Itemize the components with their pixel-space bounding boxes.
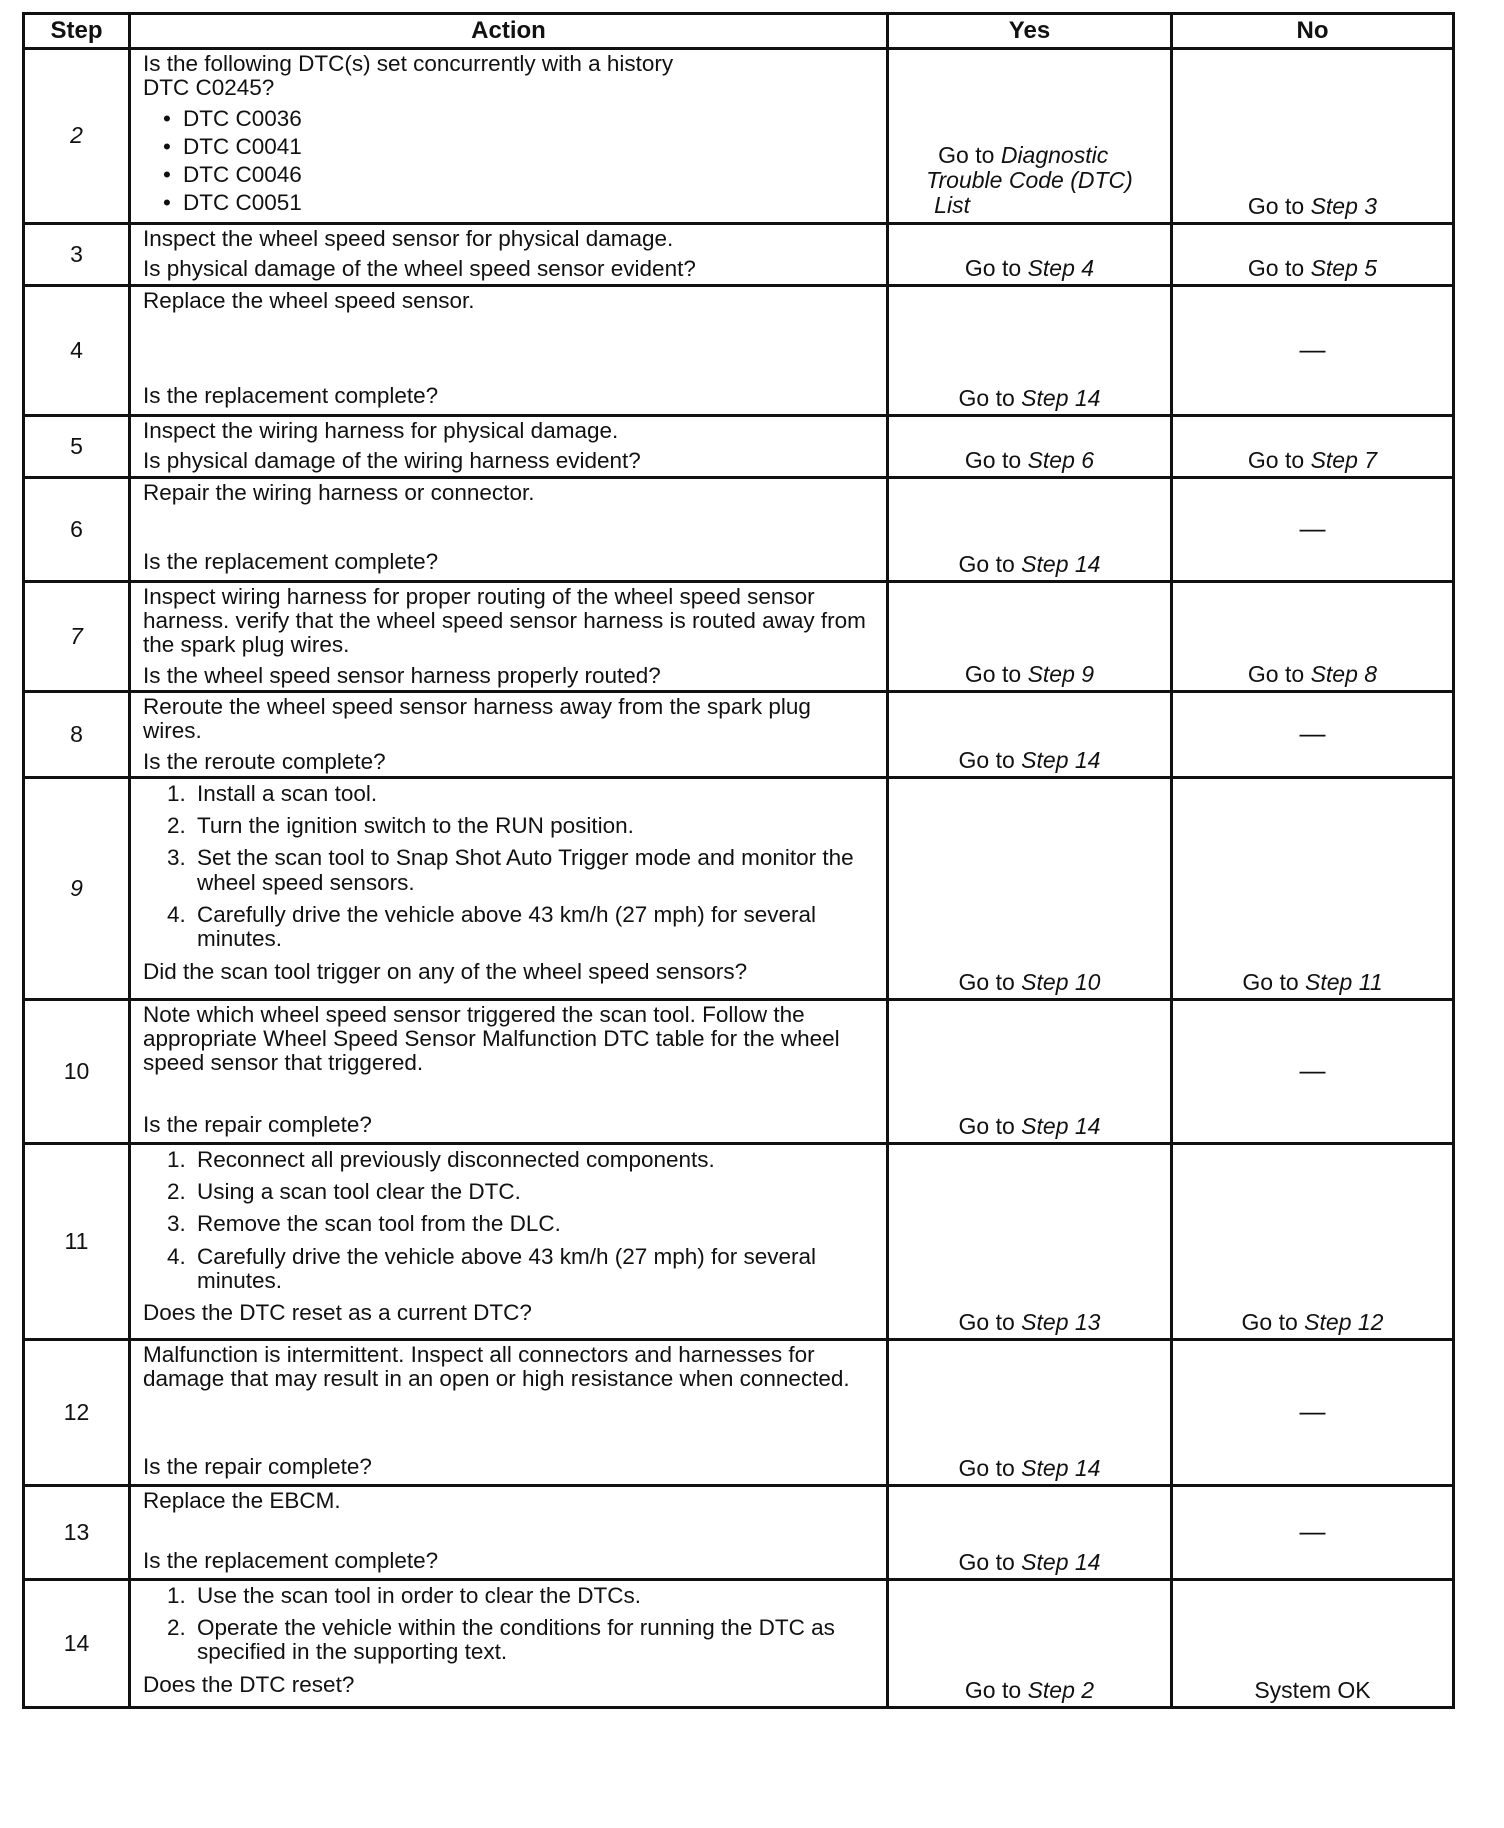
list-item: 1. Use the scan tool in order to clear the DTCs.: [167, 1582, 641, 1608]
goto-target: Step 11: [1305, 968, 1383, 995]
action-cell: [130, 581, 888, 691]
question-text: Is the reroute complete?: [143, 748, 386, 774]
yes-cell: [888, 477, 1172, 581]
instruction-list: [143, 1148, 872, 1293]
action-text: Malfunction is intermittent. Inspect all connectors and harnesses for damage that may result in an open or high resistance when connected.: [143, 1341, 850, 1392]
yes-link[interactable]: [959, 1549, 1101, 1575]
header-no: No: [1172, 14, 1454, 49]
yes-cell: [888, 1485, 1172, 1579]
question-text: Does the DTC reset as a current DTC?: [143, 1300, 532, 1326]
no-cell: [1172, 415, 1454, 477]
action-text: Reroute the wheel speed sensor harness away from the spark plug wires.: [143, 693, 811, 744]
instruction-list: [143, 1584, 872, 1665]
goto-target: Step 14: [1021, 550, 1101, 577]
goto-target: Step 3: [1310, 192, 1378, 219]
goto-target: Step 14: [1021, 1548, 1101, 1575]
step-number: 4: [24, 285, 130, 415]
table-row: [24, 777, 1454, 999]
goto-target: Step 5: [1310, 254, 1378, 281]
table-row: [24, 1339, 1454, 1485]
list-item: 2. Using a scan tool clear the DTC.: [167, 1179, 521, 1205]
list-item: 2. Operate the vehicle within the conditions for running the DTC as specified in the supporting text.: [167, 1615, 835, 1665]
yes-link[interactable]: [959, 969, 1101, 995]
action-cell: [130, 477, 888, 581]
no-cell: —: [1172, 691, 1454, 777]
no-cell: [1172, 581, 1454, 691]
list-item: 4. Carefully drive the vehicle above 43 km/h (27 mph) for several minutes.: [167, 902, 817, 952]
yes-cell: [888, 49, 1172, 224]
goto-prefix: Go to: [964, 660, 1022, 687]
list-item: • DTC C0041: [163, 135, 872, 159]
no-cell: [1172, 777, 1454, 999]
goto-prefix: Go to: [1247, 192, 1305, 219]
goto-target: Step 14: [1021, 1454, 1101, 1481]
action-cell: [130, 415, 888, 477]
list-item: 2. Turn the ignition switch to the RUN position.: [167, 813, 634, 839]
action-cell: [130, 999, 888, 1143]
question-text: Did the scan tool trigger on any of the wheel speed sensors?: [143, 958, 748, 984]
step-number: 13: [24, 1485, 130, 1579]
yes-link[interactable]: [965, 255, 1094, 281]
question-text: Is the replacement complete?: [143, 549, 439, 575]
no-link[interactable]: [1242, 1309, 1384, 1335]
yes-link[interactable]: [965, 661, 1094, 687]
goto-prefix: Go to: [958, 746, 1015, 773]
yes-cell: [888, 285, 1172, 415]
yes-link[interactable]: [959, 747, 1101, 773]
question-text: Is physical damage of the wheel speed sensor evident?: [143, 256, 696, 282]
question-text: Is the repair complete?: [143, 1453, 372, 1479]
no-cell: —: [1172, 285, 1454, 415]
action-text: Inspect the wheel speed sensor for physical damage.: [143, 225, 674, 251]
action-cell: [130, 285, 888, 415]
table-row: [24, 415, 1454, 477]
action-cell: [130, 691, 888, 777]
goto-prefix: Go to: [958, 1308, 1015, 1335]
no-link[interactable]: [1242, 969, 1382, 995]
table-row: [24, 581, 1454, 691]
yes-link[interactable]: [959, 1455, 1101, 1481]
goto-prefix: Go to: [958, 968, 1015, 995]
action-cell: [130, 1579, 888, 1707]
no-link[interactable]: [1248, 255, 1377, 281]
table-row: [24, 691, 1454, 777]
no-cell: —: [1172, 1339, 1454, 1485]
question-text: Is the repair complete?: [143, 1111, 372, 1137]
yes-link[interactable]: [959, 1113, 1101, 1139]
dtc-list: [143, 107, 872, 216]
goto-prefix: Go to: [1247, 446, 1305, 473]
no-link[interactable]: [1248, 661, 1377, 687]
diagnostic-table: [22, 12, 1455, 1709]
step-number: 6: [24, 477, 130, 581]
goto-target: Step 13: [1021, 1308, 1101, 1335]
goto-prefix: Go to: [958, 1454, 1015, 1481]
action-cell: [130, 1485, 888, 1579]
action-text: Is the following DTC(s) set concurrently with a history: [143, 51, 674, 76]
yes-cell: [888, 777, 1172, 999]
action-text: DTC C0245?: [143, 75, 275, 101]
goto-target: Step 12: [1304, 1308, 1384, 1335]
step-number: 2: [24, 49, 130, 224]
action-text: Inspect wiring harness for proper routing of the wheel speed sensor harness. verify that the wheel speed sensor harness is routed away from the spark plug wires.: [143, 583, 866, 658]
table-row: [24, 49, 1454, 224]
action-cell: [130, 777, 888, 999]
list-item: • DTC C0036: [163, 107, 872, 131]
list-item: 3. Set the scan tool to Snap Shot Auto Trigger mode and monitor the wheel speed sensors.: [167, 845, 854, 895]
yes-cell: [888, 691, 1172, 777]
goto-target: Step 8: [1310, 660, 1378, 687]
table-row: [24, 223, 1454, 285]
yes-cell: [888, 581, 1172, 691]
goto-prefix: Go to: [1247, 254, 1305, 281]
no-link[interactable]: [1248, 447, 1377, 473]
action-cell: [130, 223, 888, 285]
goto-target: Step 14: [1021, 384, 1101, 411]
yes-link[interactable]: [959, 551, 1101, 577]
step-number: 11: [24, 1143, 130, 1339]
no-cell: —: [1172, 999, 1454, 1143]
yes-link[interactable]: [965, 1677, 1094, 1703]
action-cell: [130, 1339, 888, 1485]
yes-cell: [888, 1339, 1172, 1485]
question-text: Does the DTC reset?: [143, 1671, 355, 1697]
action-text: Replace the EBCM.: [143, 1487, 341, 1513]
step-number: 5: [24, 415, 130, 477]
step-number: 9: [24, 777, 130, 999]
no-cell: System OK: [1172, 1579, 1454, 1707]
list-item: • DTC C0046: [163, 163, 872, 187]
header-action: Action: [130, 14, 888, 49]
step-number: 7: [24, 581, 130, 691]
yes-link[interactable]: [959, 1309, 1101, 1335]
list-item: 4. Carefully drive the vehicle above 43 km/h (27 mph) for several minutes.: [167, 1243, 817, 1294]
question-text: Is the replacement complete?: [143, 383, 439, 409]
yes-cell: [888, 223, 1172, 285]
list-item: • DTC C0051: [163, 191, 872, 215]
list-item: 3. Remove the scan tool from the DLC.: [167, 1211, 561, 1237]
step-number: 8: [24, 691, 130, 777]
yes-cell: [888, 1579, 1172, 1707]
goto-target: Step 14: [1021, 1112, 1101, 1139]
question-text: Is the replacement complete?: [143, 1547, 439, 1573]
step-number: 10: [24, 999, 130, 1143]
goto-target: Step 14: [1021, 746, 1101, 773]
table-row: [24, 1485, 1454, 1579]
yes-link[interactable]: [965, 447, 1094, 473]
goto-target: Step 7: [1310, 446, 1378, 473]
goto-target: Trouble Code (DTC): [926, 167, 1133, 194]
yes-link[interactable]: [926, 143, 1133, 219]
header-step: Step: [24, 14, 130, 49]
no-cell: [1172, 223, 1454, 285]
goto-prefix: Go to: [958, 1112, 1015, 1139]
header-row: [24, 14, 1454, 49]
no-cell: [1172, 1143, 1454, 1339]
yes-link[interactable]: [959, 385, 1101, 411]
no-cell: [1172, 49, 1454, 224]
yes-cell: [888, 415, 1172, 477]
step-number: 12: [24, 1339, 130, 1485]
action-text: Repair the wiring harness or connector.: [143, 479, 535, 505]
goto-prefix: Go to: [1241, 1308, 1298, 1335]
action-text: Note which wheel speed sensor triggered the scan tool. Follow the appropriate Wheel Speed Sensor Malfunction DTC table for the wheel speed sensor that triggered.: [143, 1001, 840, 1076]
goto-target: Step 9: [1027, 660, 1095, 687]
table-row: [24, 285, 1454, 415]
goto-prefix: Go to: [938, 142, 995, 169]
action-cell: [130, 1143, 888, 1339]
action-text: Inspect the wiring harness for physical damage.: [143, 417, 619, 443]
no-cell: —: [1172, 1485, 1454, 1579]
table-row: [24, 999, 1454, 1143]
goto-target: Diagnostic: [1000, 142, 1109, 169]
table-row: [24, 1579, 1454, 1707]
list-item: 1. Install a scan tool.: [167, 780, 378, 806]
goto-target: Step 2: [1027, 1676, 1095, 1703]
action-text: Replace the wheel speed sensor.: [143, 287, 475, 313]
instruction-list: [143, 782, 872, 952]
goto-target: Step 4: [1027, 254, 1095, 281]
no-cell: —: [1172, 477, 1454, 581]
step-number: 3: [24, 223, 130, 285]
yes-cell: [888, 999, 1172, 1143]
goto-prefix: Go to: [958, 1548, 1015, 1575]
no-link[interactable]: [1248, 193, 1377, 219]
goto-target: List: [934, 191, 970, 218]
question-text: Is physical damage of the wiring harness evident?: [143, 448, 641, 474]
goto-prefix: Go to: [964, 446, 1022, 473]
header-yes: Yes: [888, 14, 1172, 49]
table-row: [24, 477, 1454, 581]
list-item: 1. Reconnect all previously disconnected components.: [167, 1146, 715, 1172]
goto-target: Step 6: [1027, 446, 1095, 473]
goto-prefix: Go to: [958, 384, 1015, 411]
goto-prefix: Go to: [958, 550, 1015, 577]
goto-prefix: Go to: [1242, 968, 1299, 995]
step-number: 14: [24, 1579, 130, 1707]
goto-prefix: Go to: [964, 1676, 1022, 1703]
goto-prefix: Go to: [1247, 660, 1305, 687]
yes-cell: [888, 1143, 1172, 1339]
table-row: [24, 1143, 1454, 1339]
goto-prefix: Go to: [964, 254, 1022, 281]
action-cell: [130, 49, 888, 224]
question-text: Is the wheel speed sensor harness properly routed?: [143, 662, 661, 688]
goto-target: Step 10: [1021, 968, 1101, 995]
